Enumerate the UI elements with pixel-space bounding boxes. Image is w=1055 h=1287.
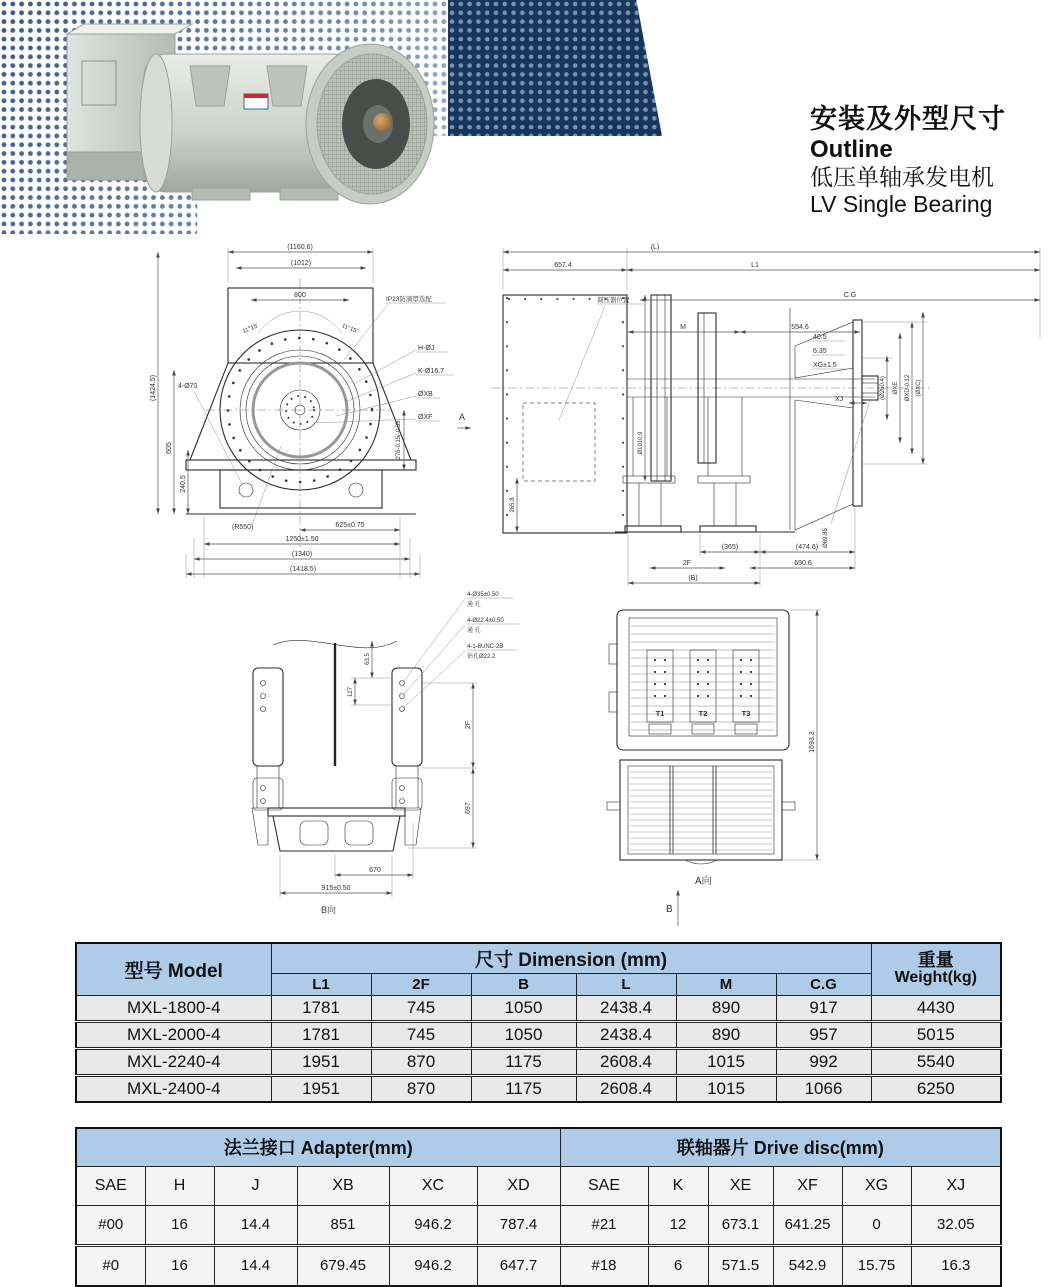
view-label-b: B向 — [321, 905, 337, 915]
col-header-xg: XG — [842, 1166, 911, 1205]
dim-M: M — [680, 324, 686, 331]
dim-2405: 240.5 — [180, 475, 187, 493]
cell: 16 — [145, 1245, 214, 1286]
side-view-drawing — [455, 238, 1055, 598]
page-title-zh: 安装及外型尺寸 — [810, 104, 1006, 134]
col-header-sae-adapter: SAE — [76, 1166, 145, 1205]
cell: 5015 — [871, 1021, 1001, 1048]
dim-6906: 690.6 — [794, 560, 812, 567]
cell: 6 — [648, 1245, 708, 1286]
terminal-t1: T1 — [655, 709, 665, 718]
cell: 14.4 — [214, 1245, 297, 1286]
dim-697: 697 — [465, 802, 472, 814]
dim-B: (B) — [688, 575, 698, 582]
dim-554: 554.6 — [791, 324, 809, 331]
col-header-xd: XD — [477, 1166, 560, 1205]
dim-1418: (1418.5) — [289, 566, 317, 573]
foot-view-drawing — [225, 583, 555, 931]
page-title-en: Outline — [810, 135, 893, 163]
view-label-a: A向 — [695, 876, 712, 887]
cell: 16.3 — [911, 1245, 1001, 1286]
cell: 571.5 — [708, 1245, 773, 1286]
dim-xg: XG±1.5 — [813, 362, 837, 369]
dim-1160: (1160.6) — [287, 244, 313, 251]
section-marker-a: A — [459, 412, 466, 422]
generator-photo — [52, 6, 440, 211]
cell: 641.25 — [773, 1205, 842, 1245]
cell: 5540 — [871, 1048, 1001, 1075]
table-row — [76, 1075, 1001, 1102]
cell: 6250 — [871, 1075, 1001, 1102]
cell-model: MXL-2240-4 — [76, 1048, 271, 1075]
table-row — [76, 1205, 1001, 1245]
page-subtitle-zh: 低压单轴承发电机 — [810, 164, 994, 191]
cell: 946.2 — [389, 1245, 477, 1286]
dim-605: 605 — [166, 442, 173, 454]
table-row — [76, 1048, 1001, 1075]
col-header-2f: 2F — [371, 973, 471, 995]
dim-r550: (R550) — [232, 524, 254, 531]
terminal-group — [647, 650, 759, 734]
terminal-t3: T3 — [741, 709, 751, 718]
dim-800: 800 — [294, 292, 306, 299]
col-header-xf: XF — [773, 1166, 842, 1205]
cell: 673.1 — [708, 1205, 773, 1245]
cell: 542.9 — [773, 1245, 842, 1286]
cell: 2438.4 — [576, 1021, 676, 1048]
dim-1340: (1340) — [291, 551, 313, 558]
col-header-b: B — [471, 973, 576, 995]
col-header-k: K — [648, 1166, 708, 1205]
dim-1012: (1012) — [290, 260, 312, 267]
table-row — [76, 1245, 1001, 1286]
cell: 787.4 — [477, 1205, 560, 1245]
cell: 1175 — [471, 1075, 576, 1102]
section-marker-b: B — [666, 904, 673, 915]
cell: 679.45 — [297, 1245, 389, 1286]
note-regulator: 调压器位置 — [597, 297, 630, 304]
cell: 992 — [776, 1048, 871, 1075]
weight-label-zh: 重量 — [917, 950, 954, 971]
dim-1250: 1250±1.50 — [285, 536, 319, 543]
cell: 1050 — [471, 995, 576, 1021]
cell: 1951 — [271, 1075, 371, 1102]
dim-xd: ØXD-0.12 — [905, 374, 911, 402]
dim-635: 63.5 — [365, 653, 371, 665]
col-header-j: J — [214, 1166, 297, 1205]
dim-angle-left: 11°15' — [241, 323, 260, 335]
cell: 16 — [145, 1205, 214, 1245]
cell: 2608.4 — [576, 1048, 676, 1075]
dim-2f: 2F — [682, 560, 692, 567]
halftone-dots-on-navy — [448, 0, 662, 136]
dim-2f: 2F — [465, 720, 472, 730]
brand-label — [244, 94, 268, 98]
cell: 870 — [371, 1075, 471, 1102]
col-header-weight — [871, 943, 1001, 995]
label-oxb: ØXB — [418, 391, 433, 398]
cell: 745 — [371, 995, 471, 1021]
note-hole-3b: 钻孔Ø22.2 — [467, 654, 496, 660]
dim-657: 657.4 — [554, 262, 572, 269]
note-hole-2: 4-Ø22.4±0.50 — [467, 618, 504, 624]
cell: 851 — [297, 1205, 389, 1245]
dim-angle-right: 11°15' — [340, 323, 359, 335]
terminal-t2: T2 — [698, 709, 708, 718]
dimension-table — [75, 942, 1002, 1103]
cell-model: MXL-1800-4 — [76, 995, 271, 1021]
col-header-m: M — [676, 973, 776, 995]
cell: 0 — [842, 1205, 911, 1245]
cell: #18 — [560, 1245, 648, 1286]
cell: 2438.4 — [576, 995, 676, 1021]
cell: 1951 — [271, 1048, 371, 1075]
note-hole-3: 4-1-8UNC-2B — [467, 644, 504, 650]
cell: 745 — [371, 1021, 471, 1048]
dim-915: 915±0.50 — [321, 885, 351, 892]
dim-L: (L) — [650, 244, 660, 251]
cell: 4430 — [871, 995, 1001, 1021]
dim-276: 276-0.15/-0.35 — [396, 420, 402, 460]
dim-2658: 265.8 — [510, 497, 516, 513]
cell: 1066 — [776, 1075, 871, 1102]
col-header-l: L — [576, 973, 676, 995]
cell: 870 — [371, 1048, 471, 1075]
dim-6985: Ø69.85 — [823, 528, 829, 548]
dim-1010: Ø1010.9 — [638, 431, 644, 455]
dim-635: 6.35 — [813, 348, 827, 355]
cell: 890 — [676, 1021, 776, 1048]
col-header-sae-drive: SAE — [560, 1166, 648, 1205]
adapter-drive-table — [75, 1127, 1002, 1287]
cell: #00 — [76, 1205, 145, 1245]
cell-model: MXL-2000-4 — [76, 1021, 271, 1048]
col-header-xb: XB — [297, 1166, 389, 1205]
dim-365: (365) — [721, 544, 739, 551]
shaft-stub — [373, 113, 391, 131]
cell: 946.2 — [389, 1205, 477, 1245]
cell: 15.75 — [842, 1245, 911, 1286]
drive-disc-header: 联轴器片 Drive disc(mm) — [560, 1128, 1001, 1166]
dim-4x70: 4-Ø70 — [178, 383, 198, 390]
cell: 2608.4 — [576, 1075, 676, 1102]
col-header-cg: C.G — [776, 973, 871, 995]
adapter-header: 法兰接口 Adapter(mm) — [76, 1128, 560, 1166]
dim-625: 625±0.75 — [335, 522, 365, 529]
cell: 890 — [676, 995, 776, 1021]
dim-L1: L1 — [751, 262, 759, 269]
dim-1693: 1693.3 — [809, 731, 816, 753]
label-k-167: K-Ø16.7 — [418, 368, 445, 375]
title-block — [810, 104, 1055, 218]
col-header-model: 型号 Model — [76, 943, 271, 995]
cell: 14.4 — [214, 1205, 297, 1245]
weight-label-en: Weight(kg) — [894, 969, 977, 987]
cell: 1781 — [271, 1021, 371, 1048]
cell: 957 — [776, 1021, 871, 1048]
table-row — [76, 1021, 1001, 1048]
col-header-dimension: 尺寸 Dimension (mm) — [271, 943, 871, 973]
label-h-oj: H-ØJ — [418, 345, 435, 352]
dim-xe: ØXE — [893, 381, 899, 395]
dim-1424: (1424.5) — [150, 374, 157, 402]
cell: 1015 — [676, 1048, 776, 1075]
note-ip23: IP23防滴罩选配 — [386, 296, 432, 303]
cell: 32.05 — [911, 1205, 1001, 1245]
dim-xc: (ØXC) — [916, 379, 922, 397]
cell: 647.7 — [477, 1245, 560, 1286]
col-header-xc: XC — [389, 1166, 477, 1205]
dim-xj: XJ — [835, 396, 844, 403]
note-hole-1: 4-Ø35±0.50 — [467, 592, 499, 598]
end-bell — [306, 44, 434, 204]
dim-260: (Ø260.4) — [880, 376, 886, 400]
table-row — [76, 995, 1001, 1021]
dim-cg: C.G — [843, 292, 857, 299]
cell: 12 — [648, 1205, 708, 1245]
col-header-h: H — [145, 1166, 214, 1205]
dim-670: 670 — [369, 867, 381, 874]
cell: 1175 — [471, 1048, 576, 1075]
cell: 1015 — [676, 1075, 776, 1102]
cell: #0 — [76, 1245, 145, 1286]
cell-model: MXL-2400-4 — [76, 1075, 271, 1102]
cell: 917 — [776, 995, 871, 1021]
col-header-xj: XJ — [911, 1166, 1001, 1205]
dim-4746: (474.6) — [795, 544, 819, 551]
top-view-drawing — [595, 592, 860, 932]
cell: 1781 — [271, 995, 371, 1021]
dim-405: 40.5 — [813, 334, 827, 341]
dim-127: 127 — [348, 686, 354, 698]
note-hole-2b: 通 孔 — [467, 628, 481, 634]
col-header-xe: XE — [708, 1166, 773, 1205]
page-subtitle-en: LV Single Bearing — [810, 191, 993, 218]
cell: #21 — [560, 1205, 648, 1245]
note-hole-1b: 通 孔 — [467, 602, 481, 608]
cell: 1050 — [471, 1021, 576, 1048]
front-view-drawing — [148, 238, 466, 586]
col-header-l1: L1 — [271, 973, 371, 995]
label-oxf: ØXF — [418, 414, 433, 421]
